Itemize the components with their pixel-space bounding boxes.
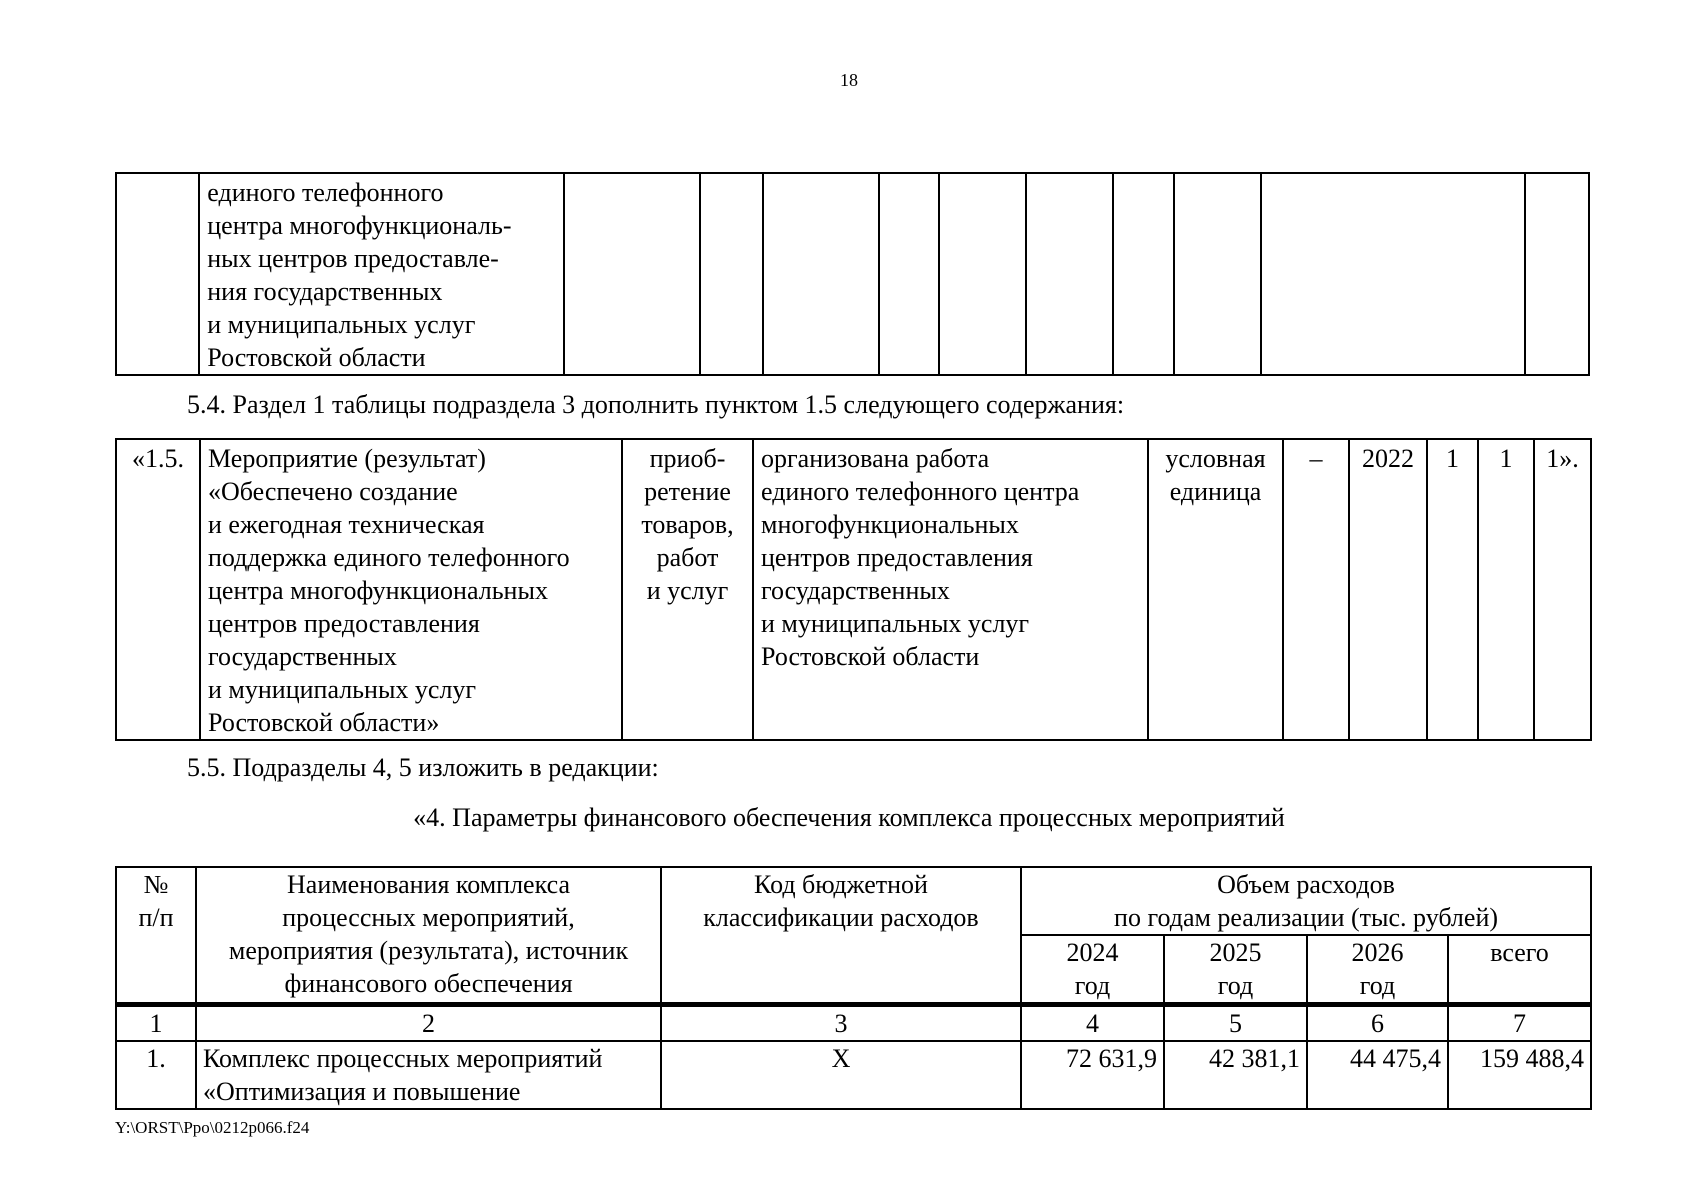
- column-number: 7: [1448, 1005, 1591, 1042]
- value-2024-cell: 1: [1427, 439, 1478, 740]
- row-2026-value: 44 475,4: [1307, 1041, 1448, 1109]
- row-budget-code: Х: [661, 1041, 1021, 1109]
- header-2024: 2024 год: [1021, 935, 1164, 1005]
- event-type-cell: приоб- ретение товаров, работ и услуг: [622, 439, 753, 740]
- header-volume: Объем расходов по годам реализации (тыс. рублей): [1021, 867, 1591, 935]
- header-2025: 2025 год: [1164, 935, 1307, 1005]
- value-2025-cell: 1: [1478, 439, 1534, 740]
- event-name-cell: единого телефонного центра многофункциональ- ных центров предоставле- ния государственных и муниципальных услуг Ростовской области: [199, 173, 563, 375]
- row-name: Комплекс процессных мероприятий «Оптимизация и повышение: [196, 1041, 661, 1109]
- column-number: 4: [1021, 1005, 1164, 1042]
- file-path-footer: Y:\ORST\Ppo\0212p066.f24: [115, 1118, 310, 1137]
- header-row: [116, 867, 1591, 935]
- financing-table: [115, 866, 1592, 1110]
- header-number: № п/п: [116, 867, 196, 1005]
- column-number: 3: [661, 1005, 1021, 1042]
- column-number: 6: [1307, 1005, 1448, 1042]
- base-value-cell: –: [1283, 439, 1349, 740]
- column-number: 2: [196, 1005, 661, 1042]
- paragraph-5-4: 5.4. Раздел 1 таблицы подраздела 3 дополнить пунктом 1.5 следующего содержания:: [187, 390, 1125, 419]
- row-total-value: 159 488,4: [1448, 1041, 1591, 1109]
- table-row: [116, 439, 1591, 740]
- header-2026: 2026 год: [1307, 935, 1448, 1005]
- row-2024-value: 72 631,9: [1021, 1041, 1164, 1109]
- header-name: Наименования комплекса процессных мероприятий, мероприятия (результата), источник финансового обеспечения: [196, 867, 661, 1005]
- row-2025-value: 42 381,1: [1164, 1041, 1307, 1109]
- item-1-5-table: [115, 438, 1592, 741]
- table-row: [116, 173, 1589, 375]
- header-total: всего: [1448, 935, 1591, 1005]
- unit-cell: условная единица: [1148, 439, 1283, 740]
- base-year-cell: 2022: [1349, 439, 1427, 740]
- page-number: 18: [840, 70, 858, 90]
- row-number: 1.: [116, 1041, 196, 1109]
- paragraph-5-5: 5.5. Подразделы 4, 5 изложить в редакции:: [187, 753, 659, 782]
- column-number-row: [116, 1005, 1591, 1042]
- continuation-table: [115, 172, 1590, 376]
- item-number-cell: «1.5.: [116, 439, 200, 740]
- column-number: 5: [1164, 1005, 1307, 1042]
- table-row: [116, 1041, 1591, 1109]
- column-number: 1: [116, 1005, 196, 1042]
- header-budget-code: Код бюджетной классификации расходов: [661, 867, 1021, 1005]
- description-cell: организована работа единого телефонного центра многофункциональных центров предоставления государственных и муниципальных услуг Ростовской области: [753, 439, 1148, 740]
- value-2026-cell: 1».: [1534, 439, 1591, 740]
- event-name-cell: Мероприятие (результат) «Обеспечено создание и ежегодная техническая поддержка единого телефонного центра многофункциональных центров предоставления государственных и муниципальных услуг Ростовской области»: [200, 439, 622, 740]
- section-4-heading: «4. Параметры финансового обеспечения комплекса процессных мероприятий: [413, 803, 1285, 832]
